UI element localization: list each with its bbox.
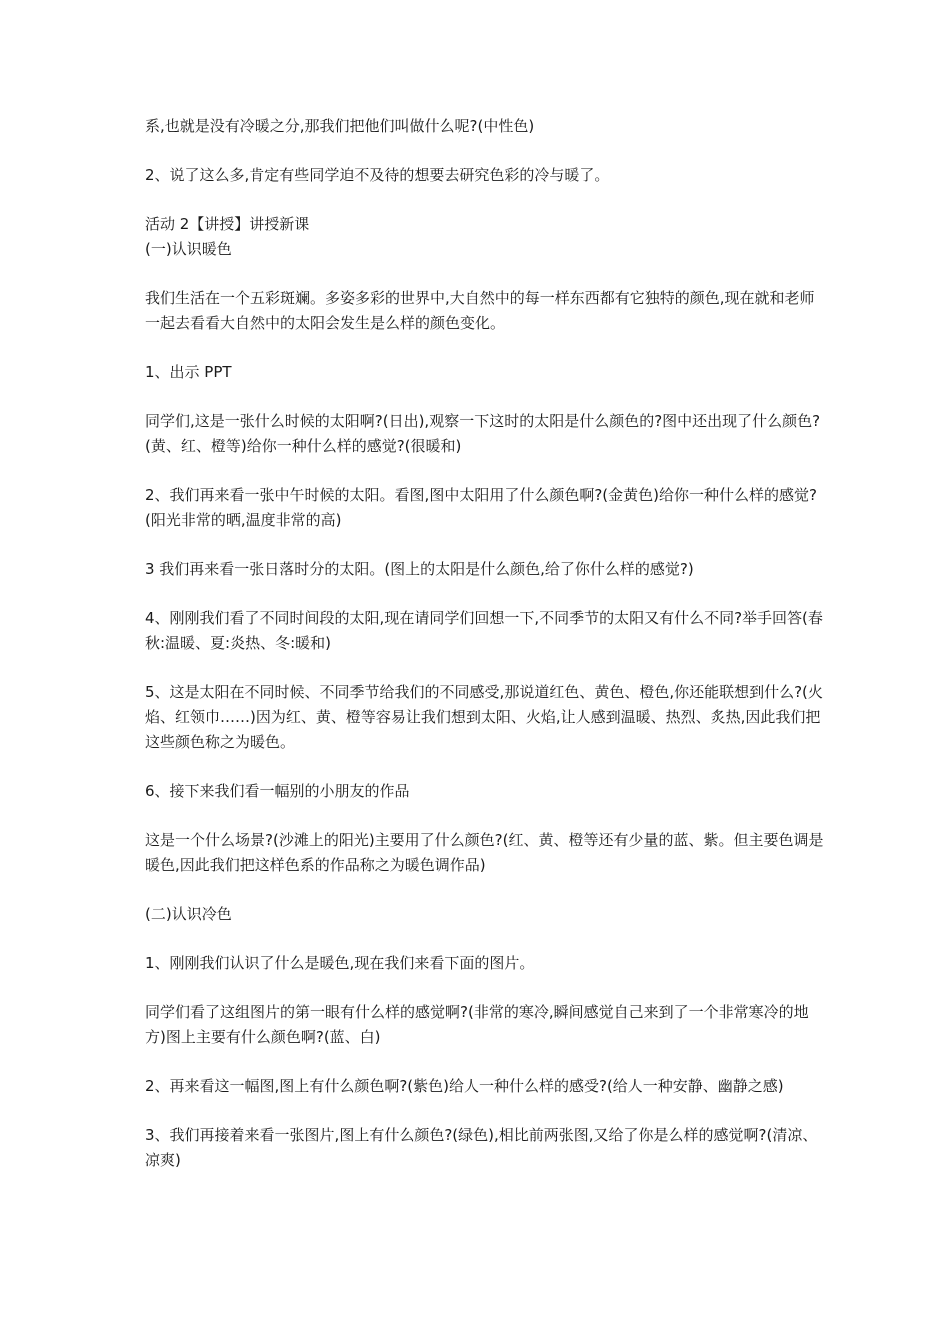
paragraph-purple: 2、再来看这一幅图,图上有什么颜色啊?(紫色)给人一种什么样的感受?(给人一种安静、幽静之感) [145,1077,784,1095]
paragraph-sunrise: 同学们,这是一张什么时候的太阳啊?(日出),观察一下这时的太阳是什么颜色的?图中还出现了什么颜色?(黄、红、橙等)给你一种什么样的感觉?(很暖和) [145,412,821,455]
paragraph-beach-scene: 这是一个什么场景?(沙滩上的阳光)主要用了什么颜色?(红、黄、橙等还有少量的蓝、紫。但主要色调是暖色,因此我们把这样色系的作品称之为暖色调作品) [145,831,824,874]
paragraph-show-ppt: 1、出示 PPT [145,363,232,381]
paragraph-world-colors: 我们生活在一个五彩斑斓。多姿多彩的世界中,大自然中的每一样东西都有它独特的颜色,现在就和老师一起去看看大自然中的太阳会发生是么样的颜色变化。 [145,289,815,332]
paragraph-sunset: 3 我们再来看一张日落时分的太阳。(图上的太阳是什么颜色,给了你什么样的感觉?) [145,560,694,578]
paragraph-green: 3、我们再接着来看一张图片,图上有什么颜色?(绿色),相比前两张图,又给了你是么样的感觉啊?(清凉、凉爽) [145,1126,818,1169]
paragraph-noon-sun: 2、我们再来看一张中午时候的太阳。看图,图中太阳用了什么颜色啊?(金黄色)给你一种什么样的感觉?(阳光非常的晒,温度非常的高) [145,486,817,529]
paragraph-cool-intro: 1、刚刚我们认识了什么是暖色,现在我们来看下面的图片。 [145,954,535,972]
paragraph-student-artwork: 6、接下来我们看一幅别的小朋友的作品 [145,782,410,800]
document-body [145,114,825,1197]
paragraph-item-2-intro: 2、说了这么多,肯定有些同学迫不及待的想要去研究色彩的冷与暖了。 [145,166,610,184]
paragraph-seasons: 4、刚刚我们看了不同时间段的太阳,现在请同学们回想一下,不同季节的太阳又有什么不同?举手回答(春秋:温暖、夏:炎热、冬:暖和) [145,609,823,652]
section-heading-warm: (一)认识暖色 [145,240,232,258]
paragraph-neutral-color: 系,也就是没有冷暖之分,那我们把他们叫做什么呢?(中性色) [145,117,535,135]
paragraph-cold-feeling: 同学们看了这组图片的第一眼有什么样的感觉啊?(非常的寒冷,瞬间感觉自己来到了一个非常寒冷的地方)图上主要有什么颜色啊?(蓝、白) [145,1003,809,1046]
activity-heading: 活动 2【讲授】讲授新课 [145,215,310,233]
section-heading-cool: (二)认识冷色 [145,905,232,923]
paragraph-warm-colors-definition: 5、这是太阳在不同时候、不同季节给我们的不同感受,那说道红色、黄色、橙色,你还能联想到什么?(火焰、红领巾……)因为红、黄、橙等容易让我们想到太阳、火焰,让人感到温暖、热烈、炙热,因此我们把这些颜色称之为暖色。 [145,683,823,751]
